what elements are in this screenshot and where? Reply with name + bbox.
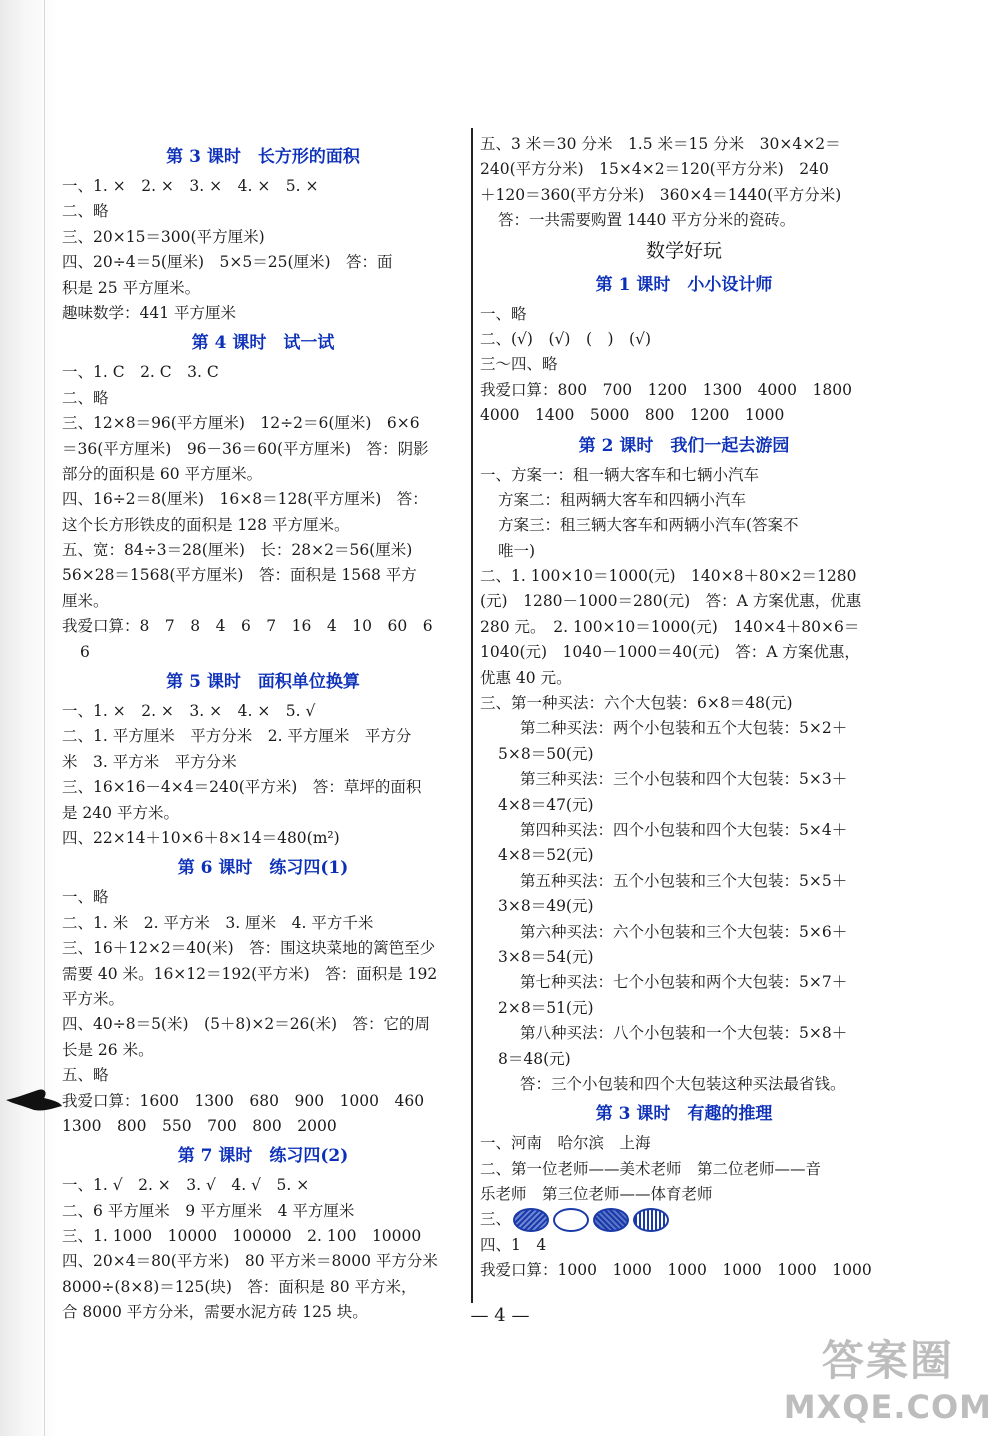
answer-line: 一、1. C 2. C 3. C (62, 363, 219, 382)
section-title: 数学好玩 (645, 239, 722, 262)
answer-line: 我爱口算：8 7 8 4 6 7 16 4 10 60 6 (62, 617, 433, 636)
answer-line: 四、22×14＋10×6＋8×14＝480(m²) (62, 828, 340, 847)
answer-line: 五、宽：84÷3＝28(厘米) 长：28×2＝56(厘米) (62, 541, 413, 560)
answer-line: 趣味数学：441 平方厘米 (62, 303, 237, 322)
answer-line: 第二种买法：两个小包装和五个大包装：5×2＋ (520, 719, 848, 738)
answer-line: 2×8＝51(元) (498, 998, 594, 1017)
lesson-heading: 第 4 课时 试一试 (191, 333, 335, 354)
answer-line: 第五种买法：五个小包装和三个大包装：5×5＋ (520, 871, 848, 890)
answer-line: (元) 1280－1000＝280(元) 答：A 方案优惠，优惠 (480, 592, 862, 611)
answer-line: 56×28＝1568(平方厘米) 答：面积是 1568 平方 (62, 566, 417, 585)
answer-line: 需要 40 米。16×12＝192(平方米) 答：面积是 192 (62, 964, 438, 983)
answer-line: 乐老师 第三位老师——体育老师 (480, 1185, 713, 1204)
answer-line: 方案三：租三辆大客车和两辆小汽车(答案不 (498, 516, 799, 535)
answer-line: 二、第一位老师——美术老师 第二位老师——音 (480, 1159, 822, 1178)
right-column (480, 132, 888, 1284)
answer-line: 1300 800 550 700 800 2000 (62, 1116, 337, 1135)
circle-answer-figure (513, 1208, 669, 1232)
answer-line: 是 240 平方米。 (62, 803, 179, 822)
answer-line: ＋120＝360(平方分米) 360×4＝1440(平方分米) (480, 185, 842, 204)
answer-line: 第六种买法：六个小包装和三个大包装：5×6＋ (520, 922, 848, 941)
answer-line: 三、16×16－4×4＝240(平方米) 答：草坪的面积 (62, 778, 422, 797)
answer-line: 一、1. × 2. × 3. × 4. × 5. √ (62, 702, 316, 721)
answer-line: 三～四、略 (480, 355, 558, 374)
answer-line: 答：一共需要购置 1440 平方分米的瓷砖。 (498, 211, 796, 230)
answer-line: 3×8＝54(元) (498, 947, 594, 966)
answer-line: 积是 25 平方厘米。 (62, 278, 201, 297)
answer-line: 三、20×15＝300(平方厘米) (62, 227, 265, 246)
answer-line: 一、河南 哈尔滨 上海 (480, 1134, 651, 1153)
answer-line: 五、略 (62, 1066, 109, 1085)
answer-line: 240(平方分米) 15×4×2＝120(平方分米) 240 (480, 160, 829, 179)
scan-edge-shadow (0, 0, 58, 1436)
answer-line: 二、6 平方厘米 9 平方厘米 4 平方厘米 (62, 1201, 355, 1220)
answer-line: 方案二：租两辆大客车和四辆小汽车 (498, 490, 747, 509)
watermark-logo-text: 答案圈 (821, 1336, 954, 1385)
answer-line: 二、略 (62, 202, 109, 221)
answer-line: 米 3. 平方米 平方分米 (62, 752, 237, 771)
left-column (62, 140, 464, 1326)
answer-line: 二、(√) (√) ( ) (√) (480, 329, 652, 348)
ink-smudge (4, 1086, 64, 1116)
answer-line: 三、1. 1000 10000 100000 2. 100 10000 (62, 1227, 422, 1246)
answer-line: 我爱口算：1000 1000 1000 1000 1000 1000 (480, 1261, 872, 1280)
answer-line: 8＝48(元) (498, 1049, 571, 1068)
answer-line: 平方米。 (62, 989, 125, 1008)
answer-line: 280 元。 2. 100×10＝1000(元) 140×4＋80×6＝ (480, 617, 860, 636)
answer-line: 我爱口算：800 700 1200 1300 4000 1800 (480, 380, 852, 399)
answer-line: 这个长方形铁皮的面积是 128 平方厘米。 (62, 515, 350, 534)
answer-line: 一、方案一：租一辆大客车和七辆小汽车 (480, 465, 760, 484)
answer-line: 部分的面积是 60 平方厘米。 (62, 464, 263, 483)
answer-line: 第四种买法：四个小包装和四个大包装：5×4＋ (520, 820, 848, 839)
answer-line: 4000 1400 5000 800 1200 1000 (480, 406, 785, 425)
answer-line: 二、1. 100×10＝1000(元) 140×8＋80×2＝1280 (480, 567, 857, 586)
answer-line: 四、20×4＝80(平方米) 80 平方米＝8000 平方分米 (62, 1252, 438, 1271)
answer-line: 一、略 (480, 304, 527, 323)
shaded-circle (593, 1208, 629, 1232)
lesson-heading: 第 6 课时 练习四(1) (177, 858, 349, 879)
answer-line: 我爱口算：1600 1300 680 900 1000 460 (62, 1091, 425, 1110)
lesson-heading: 第 1 课时 小小设计师 (595, 274, 773, 295)
lesson-heading: 第 3 课时 有趣的推理 (595, 1104, 773, 1125)
answer-line: 第三种买法：三个小包装和四个大包装：5×3＋ (520, 770, 848, 789)
answer-line: 二、1. 平方厘米 平方分米 2. 平方厘米 平方分 (62, 727, 412, 746)
answer-line: 一、1. × 2. × 3. × 4. × 5. × (62, 177, 319, 195)
answer-line: 三、16＋12×2＝40(米) 答：围这块菜地的篱笆至少 (62, 939, 436, 958)
page-number: — 4 — (470, 1305, 530, 1326)
answer-line: 第八种买法：八个小包装和一个大包装：5×8＋ (520, 1024, 848, 1043)
column-divider (471, 128, 473, 1303)
watermark (784, 1328, 992, 1426)
answer-line: 优惠 40 元。 (480, 668, 572, 687)
answer-line: 6 (80, 642, 90, 661)
watermark-url: MXQE.COM (783, 1388, 992, 1426)
answer-line: 长是 26 米。 (62, 1040, 154, 1059)
answer-line: 四、1 4 (480, 1235, 547, 1254)
answer-line: 3×8＝49(元) (498, 897, 594, 916)
empty-circle (553, 1208, 589, 1232)
answer-line: 答：三个小包装和四个大包装这种买法最省钱。 (520, 1074, 846, 1093)
answer-line: 唯一) (498, 541, 536, 560)
answer-line: 4×8＝47(元) (498, 795, 594, 814)
lesson-heading: 第 5 课时 面积单位换算 (166, 672, 360, 693)
answer-line: 三、第一种买法：六个大包装：6×8＝48(元) (480, 694, 793, 713)
answer-line: 8000÷(8×8)＝125(块) 答：面积是 80 平方米， (62, 1277, 417, 1296)
answer-label: 三、 (480, 1210, 512, 1229)
answer-line: 二、1. 米 2. 平方米 3. 厘米 4. 平方千米 (62, 913, 374, 932)
answer-line: 厘米。 (62, 591, 109, 610)
answer-line: 一、1. √ 2. × 3. √ 4. √ 5. × (62, 1176, 310, 1195)
answer-line: ＝36(平方厘米) 96－36＝60(平方厘米) 答：阴影 (62, 439, 429, 458)
answer-line: 一、略 (62, 888, 109, 907)
answer-line: 五、3 米＝30 分米 1.5 米＝15 分米 30×4×2＝ (480, 135, 841, 153)
lesson-heading: 第 7 课时 练习四(2) (177, 1146, 349, 1167)
answer-line: 5×8＝50(元) (498, 744, 594, 763)
shaded-circle (633, 1208, 669, 1232)
scan-edge-line (44, 0, 45, 1436)
lesson-heading: 第 3 课时 长方形的面积 (166, 147, 360, 167)
answer-line: 1040(元) 1040－1000＝40(元) 答：A 方案优惠， (480, 643, 860, 662)
answer-line: 四、20÷4＝5(厘米) 5×5＝25(厘米) 答：面 (62, 253, 393, 272)
lesson-heading: 第 2 课时 我们一起去游园 (578, 435, 790, 456)
answer-line: 四、40÷8＝5(米) (5＋8)×2＝26(米) 答：它的周 (62, 1015, 431, 1034)
answer-line: 二、略 (62, 388, 109, 407)
answer-line: 三、12×8＝96(平方厘米) 12÷2＝6(厘米) 6×6 (62, 414, 420, 433)
answer-line: 4×8＝52(元) (498, 846, 594, 865)
answer-line: 四、16÷2＝8(厘米) 16×8＝128(平方厘米) 答： (62, 490, 428, 509)
answer-line-circles (480, 1207, 888, 1232)
answer-line: 合 8000 平方分米，需要水泥方砖 125 块。 (62, 1303, 368, 1322)
shaded-circle (513, 1208, 549, 1232)
answer-line: 第七种买法：七个小包装和两个大包装：5×7＋ (520, 973, 848, 992)
